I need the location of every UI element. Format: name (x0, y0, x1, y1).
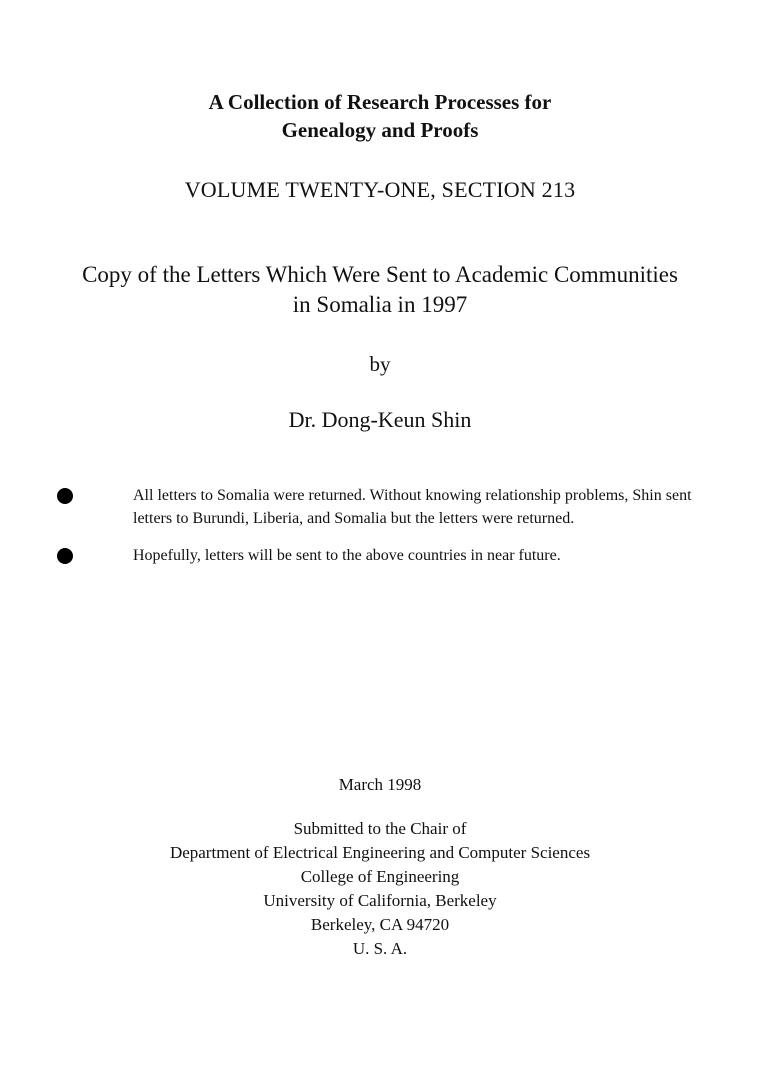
submission-line: Submitted to the Chair of (293, 819, 467, 838)
submission-block (0, 773, 760, 961)
country-name: U. S. A. (352, 939, 408, 958)
document-subtitle (0, 260, 760, 320)
title-line-2: Genealogy and Proofs (281, 118, 479, 142)
by-label: by (369, 352, 391, 376)
note-text: All letters to Somalia were returned. Without knowing relationship problems, Shin sent letters to Burundi, Liberia, and Somalia but the letters were returned. (133, 487, 692, 527)
list-item (0, 544, 760, 567)
bullet-icon (57, 488, 73, 504)
department-name: Department of Electrical Engineering and Computer Sciences (169, 843, 591, 862)
subtitle-line-1: Copy of the Letters Which Were Sent to Academic Communities (82, 262, 678, 287)
notes-list (0, 484, 760, 581)
submission-date: March 1998 (338, 775, 422, 794)
college-name: College of Engineering (300, 867, 460, 886)
subtitle-line-2: in Somalia in 1997 (292, 292, 468, 317)
document-title (0, 88, 760, 144)
author-name: Dr. Dong-Keun Shin (288, 407, 472, 432)
volume-heading: VOLUME TWENTY-ONE, SECTION 213 (184, 177, 576, 202)
list-item (0, 484, 760, 530)
bullet-icon (57, 548, 73, 564)
city-address: Berkeley, CA 94720 (310, 915, 450, 934)
note-text: Hopefully, letters will be sent to the above countries in near future. (133, 547, 561, 564)
title-line-1: A Collection of Research Processes for (208, 90, 552, 114)
university-name: University of California, Berkeley (263, 891, 497, 910)
